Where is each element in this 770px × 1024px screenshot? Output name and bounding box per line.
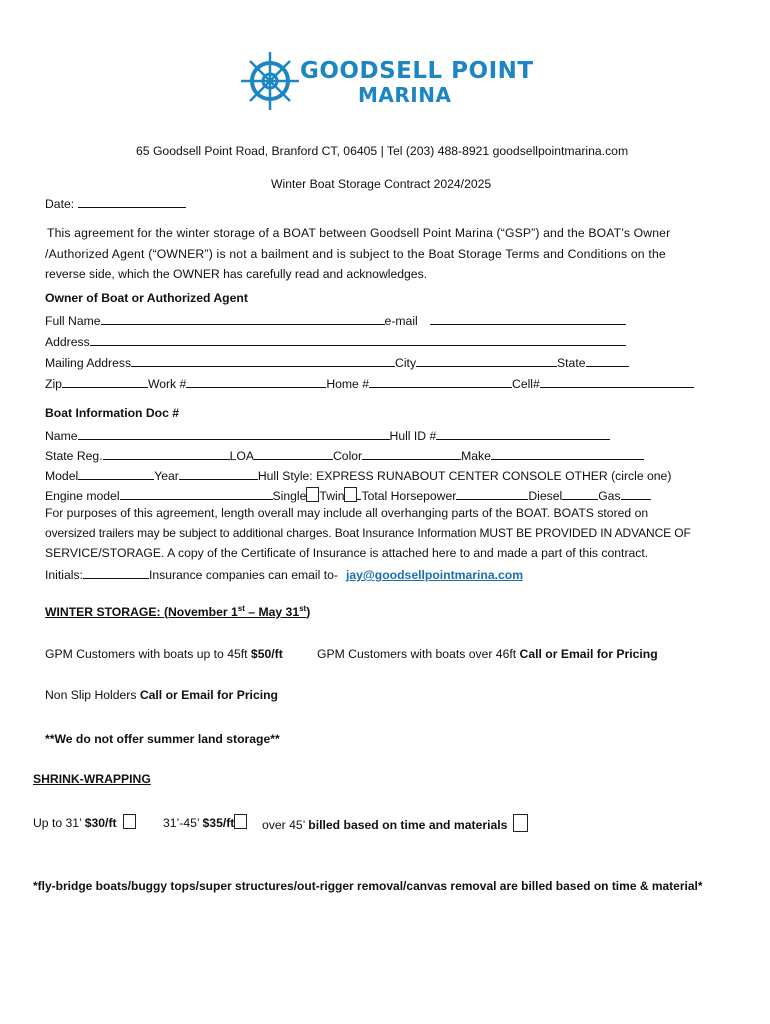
- logo-line-2: MARINA: [358, 83, 452, 107]
- winter-storage-heading: WINTER STORAGE: (November 1st – May 31st): [45, 603, 311, 619]
- insurance-email-link[interactable]: jay@goodsellpointmarina.com: [345, 568, 524, 582]
- boat-row-2: State Reg. LOA Color Make: [45, 447, 644, 464]
- hull-id-input-line[interactable]: [436, 427, 610, 440]
- make-input-line[interactable]: [491, 447, 644, 460]
- initials-input-line[interactable]: [83, 566, 149, 579]
- owner-row-3: Mailing Address City State: [45, 354, 629, 371]
- date-input-line[interactable]: [78, 195, 186, 208]
- engine-model-input-line[interactable]: [120, 487, 273, 500]
- no-summer-storage-note: **We do not offer summer land storage**: [45, 732, 280, 746]
- email-input-line[interactable]: [430, 312, 626, 325]
- shrink-wrapping-heading: SHRINK-WRAPPING: [33, 772, 151, 786]
- full-name-input-line[interactable]: [101, 312, 385, 325]
- shrink-option-3: over 45’ billed based on time and materials: [262, 814, 528, 833]
- boat-row-3: Model Year Hull Style: EXPRESS RUNABOUT CENTER CONSOLE OTHER (circle one): [45, 469, 672, 483]
- shrink-option-2-checkbox[interactable]: [234, 814, 247, 829]
- loa-input-line[interactable]: [254, 447, 333, 460]
- mailing-address-input-line[interactable]: [131, 354, 395, 367]
- date-label: Date:: [45, 197, 75, 211]
- shrink-option-3-checkbox[interactable]: [513, 814, 528, 832]
- twin-checkbox[interactable]: [344, 487, 357, 502]
- boat-heading: Boat Information Doc #: [45, 406, 180, 420]
- gpm-under-45-row: GPM Customers with boats up to 45ft $50/ft: [45, 647, 283, 661]
- gpm-under-45-price: $50/ft: [250, 647, 283, 661]
- initials-label: Initials:: [45, 568, 83, 582]
- boat-name-input-line[interactable]: [78, 427, 390, 440]
- logo-line-1: GOODSELL POINT: [300, 58, 534, 84]
- cell-phone-input-line[interactable]: [540, 375, 694, 388]
- removal-footnote: *fly-bridge boats/buggy tops/super structures/out-rigger removal/canvas removal are billed based on time & material*: [33, 879, 703, 893]
- purposes-line-1: For purposes of this agreement, length overall may include all overhanging parts of the BOAT. BOATS stored on: [45, 506, 649, 520]
- address-line: 65 Goodsell Point Road, Branford CT, 06405 | Tel (203) 488-8921 goodsellpointmarina.com: [136, 144, 629, 158]
- intro-line-2: /Authorized Agent (“OWNER”) is not a bailment and is subject to the Boat Storage Terms and Conditions on the: [45, 247, 666, 261]
- home-phone-input-line[interactable]: [369, 375, 512, 388]
- year-input-line[interactable]: [179, 467, 258, 480]
- diesel-input-line[interactable]: [562, 487, 598, 500]
- state-reg-input-line[interactable]: [103, 447, 230, 460]
- non-slip-price: Call or Email for Pricing: [139, 688, 279, 702]
- shrink-option-1: Up to 31’ $30/ft: [33, 814, 136, 831]
- gpm-over-46-price: Call or Email for Pricing: [519, 647, 658, 661]
- logo: [240, 50, 540, 110]
- intro-line-3: reverse side, which the OWNER has carefully read and acknowledges.: [45, 267, 428, 281]
- owner-heading: Owner of Boat or Authorized Agent: [45, 291, 248, 305]
- shrink-option-2: 31’-45’ $35/ft: [163, 814, 247, 831]
- insurance-text: Insurance companies can email to-: [148, 568, 338, 582]
- non-slip-row: Non Slip Holders Call or Email for Pricing: [45, 688, 279, 702]
- date-field: [45, 195, 186, 212]
- initials-row: [45, 566, 523, 583]
- gas-input-line[interactable]: [621, 487, 651, 500]
- total-horsepower-input-line[interactable]: [456, 487, 528, 500]
- city-input-line[interactable]: [416, 354, 557, 367]
- color-input-line[interactable]: [362, 447, 461, 460]
- hull-style-text: Hull Style: EXPRESS RUNABOUT CENTER CONSOLE OTHER (circle one): [257, 469, 672, 483]
- model-input-line[interactable]: [78, 467, 154, 480]
- owner-row-1: Full Name e-mail: [45, 312, 626, 329]
- owner-row-2: Address: [45, 333, 626, 350]
- ships-wheel-icon: [240, 50, 302, 112]
- boat-row-1: Name Hull ID #: [45, 427, 610, 444]
- work-phone-input-line[interactable]: [186, 375, 326, 388]
- single-checkbox[interactable]: [306, 487, 319, 502]
- state-input-line[interactable]: [586, 354, 629, 367]
- owner-row-4: Zip Work # Home # Cell#: [45, 375, 694, 392]
- zip-input-line[interactable]: [62, 375, 148, 388]
- purposes-line-2: oversized trailers may be subject to additional charges. Boat Insurance Information MUST BE PROVIDED IN ADVANCE OF: [45, 526, 691, 540]
- shrink-option-1-checkbox[interactable]: [123, 814, 136, 829]
- intro-line-1: This agreement for the winter storage of a BOAT between Goodsell Point Marina (“GSP”) and the BOAT’s Owner: [47, 226, 671, 240]
- gpm-over-46-row: GPM Customers with boats over 46ft Call or Email for Pricing: [317, 647, 658, 661]
- boat-row-4: Engine model Single Twin Total Horsepower Diesel Gas: [45, 487, 651, 504]
- contract-title: Winter Boat Storage Contract 2024/2025: [271, 177, 492, 191]
- purposes-line-3: SERVICE/STORAGE. A copy of the Certificate of Insurance is attached here to and made a part of this contract.: [45, 546, 649, 560]
- address-input-line[interactable]: [90, 333, 626, 346]
